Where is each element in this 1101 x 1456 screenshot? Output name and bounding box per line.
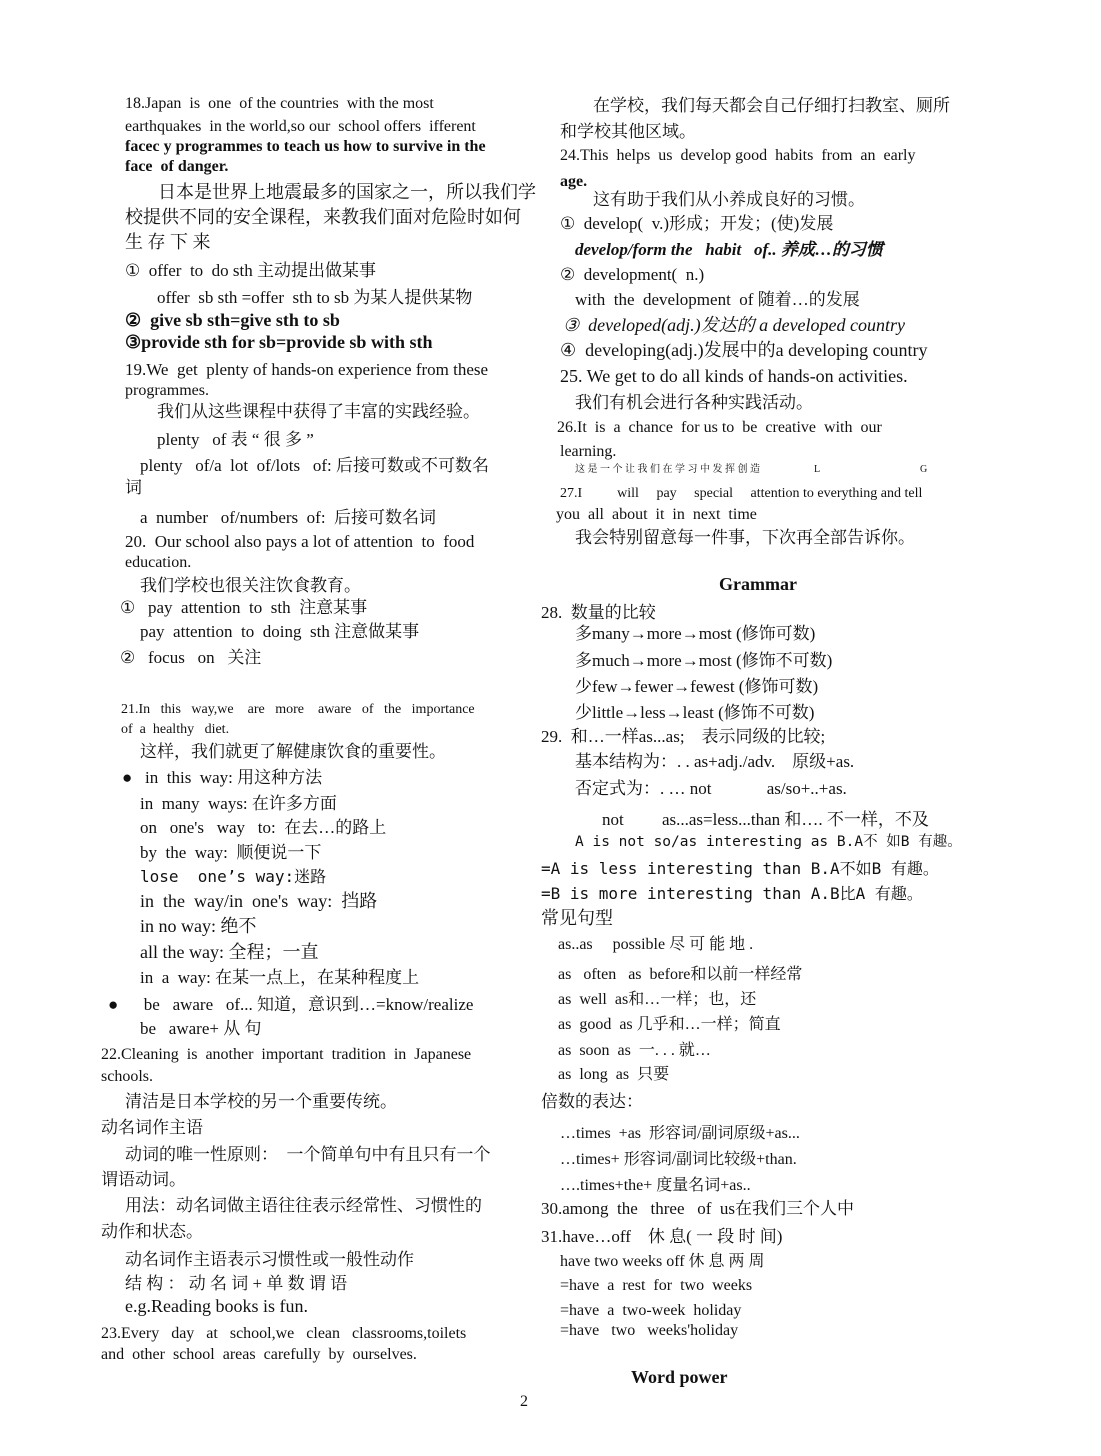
text-line: 用法：动名词做主语往往表示经常性、习惯性的 xyxy=(125,1196,482,1215)
text-line: 生 存 下 来 xyxy=(125,232,211,252)
text-line: L xyxy=(814,464,821,475)
text-line: …times +as 形容词/副词原级+as... xyxy=(560,1125,800,1142)
text-line: G xyxy=(920,464,928,475)
text-line: =B is more interesting than A.B比A 有趣。 xyxy=(541,884,923,903)
text-line: 28. 数量的比较 xyxy=(541,603,656,622)
text-line: ② focus on 关注 xyxy=(120,648,262,667)
text-line: 清洁是日本学校的另一个重要传统。 xyxy=(125,1092,397,1111)
text-line: programmes. xyxy=(125,382,209,399)
text-line: =have two weeks'holiday xyxy=(560,1322,739,1339)
text-line: 27.I will pay special attention to everything and tell xyxy=(560,486,923,501)
text-line: develop/form the habit of.. 养成…的习惯 xyxy=(575,240,883,259)
section-heading-word-power: Word power xyxy=(631,1367,728,1387)
text-line: ③ developed(adj.)发达的 a developed country xyxy=(563,315,906,335)
text-line: earthquakes in the world,so our school offers ifferent xyxy=(125,118,476,135)
text-line: ④ developing(adj.)发展中的a developing country xyxy=(560,340,928,360)
text-line: in the way/in one's way: 挡路 xyxy=(140,891,378,911)
text-line: ① develop( v.)形成；开发；(使)发展 xyxy=(560,214,834,233)
text-line: 我会特别留意每一件事，下次再全部告诉你。 xyxy=(575,528,915,547)
text-line: A is not so/as interesting as B.A不 如B 有趣。 xyxy=(575,834,962,850)
text-line: lose one’s way:迷路 xyxy=(140,867,327,886)
text-line: 这样，我们就更了解健康饮食的重要性。 xyxy=(140,742,446,761)
text-line: 24.This helps us develop good habits from an early xyxy=(560,147,916,164)
text-line: 23.Every day at school,we clean classrooms,toilets xyxy=(101,1325,467,1342)
text-line: 20. Our school also pays a lot of attention to food xyxy=(125,532,475,551)
text-line: 在学校，我们每天都会自己仔细打扫教室、厕所 xyxy=(593,96,950,115)
text-line: 谓语动词。 xyxy=(101,1170,186,1189)
text-line: 多many→more→most (修饰可数) xyxy=(575,624,816,643)
text-line: 我们从这些课程中获得了丰富的实践经验。 xyxy=(157,402,480,421)
text-line: ③provide sth for sb=provide sb with sth xyxy=(125,332,433,352)
text-line: ● be aware of... 知道，意识到…=know/realize xyxy=(108,995,474,1014)
text-line: on one's way to: 在去…的路上 xyxy=(140,818,387,837)
text-line: 19.We get plenty of hands-on experience from these xyxy=(125,360,489,379)
text-line: 词 xyxy=(125,478,142,497)
text-line: facec y programmes to teach us how to survive in the xyxy=(125,138,486,155)
text-line: in a way: 在某一点上，在某种程度上 xyxy=(140,968,420,987)
text-line: a number of/numbers of: 后接可数名词 xyxy=(140,508,437,527)
section-heading-grammar: Grammar xyxy=(719,574,797,594)
text-line: as good as 几乎和…一样；简直 xyxy=(558,1016,781,1033)
text-line: be aware+ 从 句 xyxy=(140,1019,262,1038)
text-line: 结 构 ： 动 名 词 + 单 数 谓 语 xyxy=(125,1274,348,1293)
text-line: 少few→fewer→fewest (修饰可数) xyxy=(575,677,819,696)
text-line: 25. We get to do all kinds of hands-on activities. xyxy=(560,366,908,386)
text-line: and other school areas carefully by ourselves. xyxy=(101,1346,417,1363)
text-line: 和学校其他区域。 xyxy=(560,122,696,141)
text-line: 这 是 一 个 让 我 们 在 学 习 中 发 挥 创 造 xyxy=(575,464,760,475)
text-line: 21.In this way,we are more aware of the importance xyxy=(121,702,475,717)
text-line: 校提供不同的安全课程，来教我们面对危险时如何 xyxy=(125,207,521,227)
text-line: ② give sb sth=give sth to sb xyxy=(125,310,340,330)
page-number: 2 xyxy=(520,1393,528,1410)
text-line: pay attention to doing sth 注意做某事 xyxy=(140,622,420,641)
text-line: 否定式为：. … not as/so+..+as. xyxy=(575,779,847,798)
text-line: =have a rest for two weeks xyxy=(560,1277,753,1294)
text-line: 倍数的表达： xyxy=(541,1092,643,1111)
text-line: 我们学校也很关注饮食教育。 xyxy=(140,576,361,595)
text-line: by the way: 顺便说一下 xyxy=(140,843,322,862)
text-line: as well as和…一样；也，还 xyxy=(558,991,757,1008)
text-line: 多much→more→most (修饰不可数) xyxy=(575,651,833,670)
text-line: as..as possible 尽 可 能 地 . xyxy=(558,936,754,953)
text-line: offer sb sth =offer sth to sb 为某人提供某物 xyxy=(157,288,473,307)
text-line: face of danger. xyxy=(125,158,229,175)
text-line: 26.It is a chance for us to be creative with our xyxy=(557,419,882,436)
text-line: in many ways: 在许多方面 xyxy=(140,794,337,813)
text-line: 基本结构为：. . as+adj./adv. 原级+as. xyxy=(575,752,855,771)
text-line: ● in this way: 用这种方法 xyxy=(122,768,323,787)
text-line: plenty of 表 “ 很 多 ” xyxy=(157,430,314,449)
text-line: 18.Japan is one of the countries with the most xyxy=(125,95,434,112)
text-line: 29. 和…一样as...as; 表示同级的比较; xyxy=(541,727,826,746)
text-line: learning. xyxy=(560,443,617,460)
text-line: ① pay attention to sth 注意某事 xyxy=(120,598,368,617)
text-line: as long as 只要 xyxy=(558,1066,670,1083)
text-line: 少little→less→least (修饰不可数) xyxy=(575,703,815,722)
text-line: =have a two-week holiday xyxy=(560,1302,742,1319)
text-line: 动作和状态。 xyxy=(101,1222,203,1241)
text-line: in no way: 绝不 xyxy=(140,916,257,936)
text-line: 31.have…off 休 息( 一 段 时 间) xyxy=(541,1227,783,1246)
text-line: you all about it in next time xyxy=(556,506,757,523)
text-line: 我们有机会进行各种实践活动。 xyxy=(575,393,813,412)
text-line: ① offer to do sth 主动提出做某事 xyxy=(125,261,377,280)
text-line: 动名词作主语表示习惯性或一般性动作 xyxy=(125,1250,414,1269)
text-line: education. xyxy=(125,554,192,571)
text-line: schools. xyxy=(101,1068,153,1085)
text-line: as often as before和以前一样经常 xyxy=(558,966,803,983)
text-line: …times+ 形容词/副词比较级+than. xyxy=(560,1151,797,1168)
text-line: ….times+the+ 度量名词+as.. xyxy=(560,1177,751,1194)
text-line: as soon as 一. . . 就… xyxy=(558,1042,711,1059)
text-line: with the development of 随着…的发展 xyxy=(575,290,860,309)
text-line: 动名词作主语 xyxy=(101,1118,203,1137)
text-line: age. xyxy=(560,173,588,190)
text-line: =A is less interesting than B.A不如B 有趣。 xyxy=(541,859,939,878)
text-line: 常见句型 xyxy=(541,908,613,928)
text-line: all the way: 全程；一直 xyxy=(140,942,319,962)
text-line: ② development( n.) xyxy=(560,265,705,284)
text-line: of a healthy diet. xyxy=(121,722,230,737)
text-line: 日本是世界上地震最多的国家之一，所以我们学 xyxy=(158,182,536,202)
text-line: 这有助于我们从小养成良好的习惯。 xyxy=(593,190,865,209)
text-line: 22.Cleaning is another important tradition in Japanese xyxy=(101,1046,472,1063)
text-line: 30.among the three of us在我们三个人中 xyxy=(541,1199,855,1218)
text-line: not as...as=less...than 和…. 不一样，不及 xyxy=(602,810,929,829)
text-line: e.g.Reading books is fun. xyxy=(125,1296,308,1316)
text-line: have two weeks off 休 息 两 周 xyxy=(560,1253,765,1270)
text-line: plenty of/a lot of/lots of: 后接可数或不可数名 xyxy=(140,456,489,475)
text-line: 动词的唯一性原则： 一个简单句中有且只有一个 xyxy=(125,1145,491,1164)
